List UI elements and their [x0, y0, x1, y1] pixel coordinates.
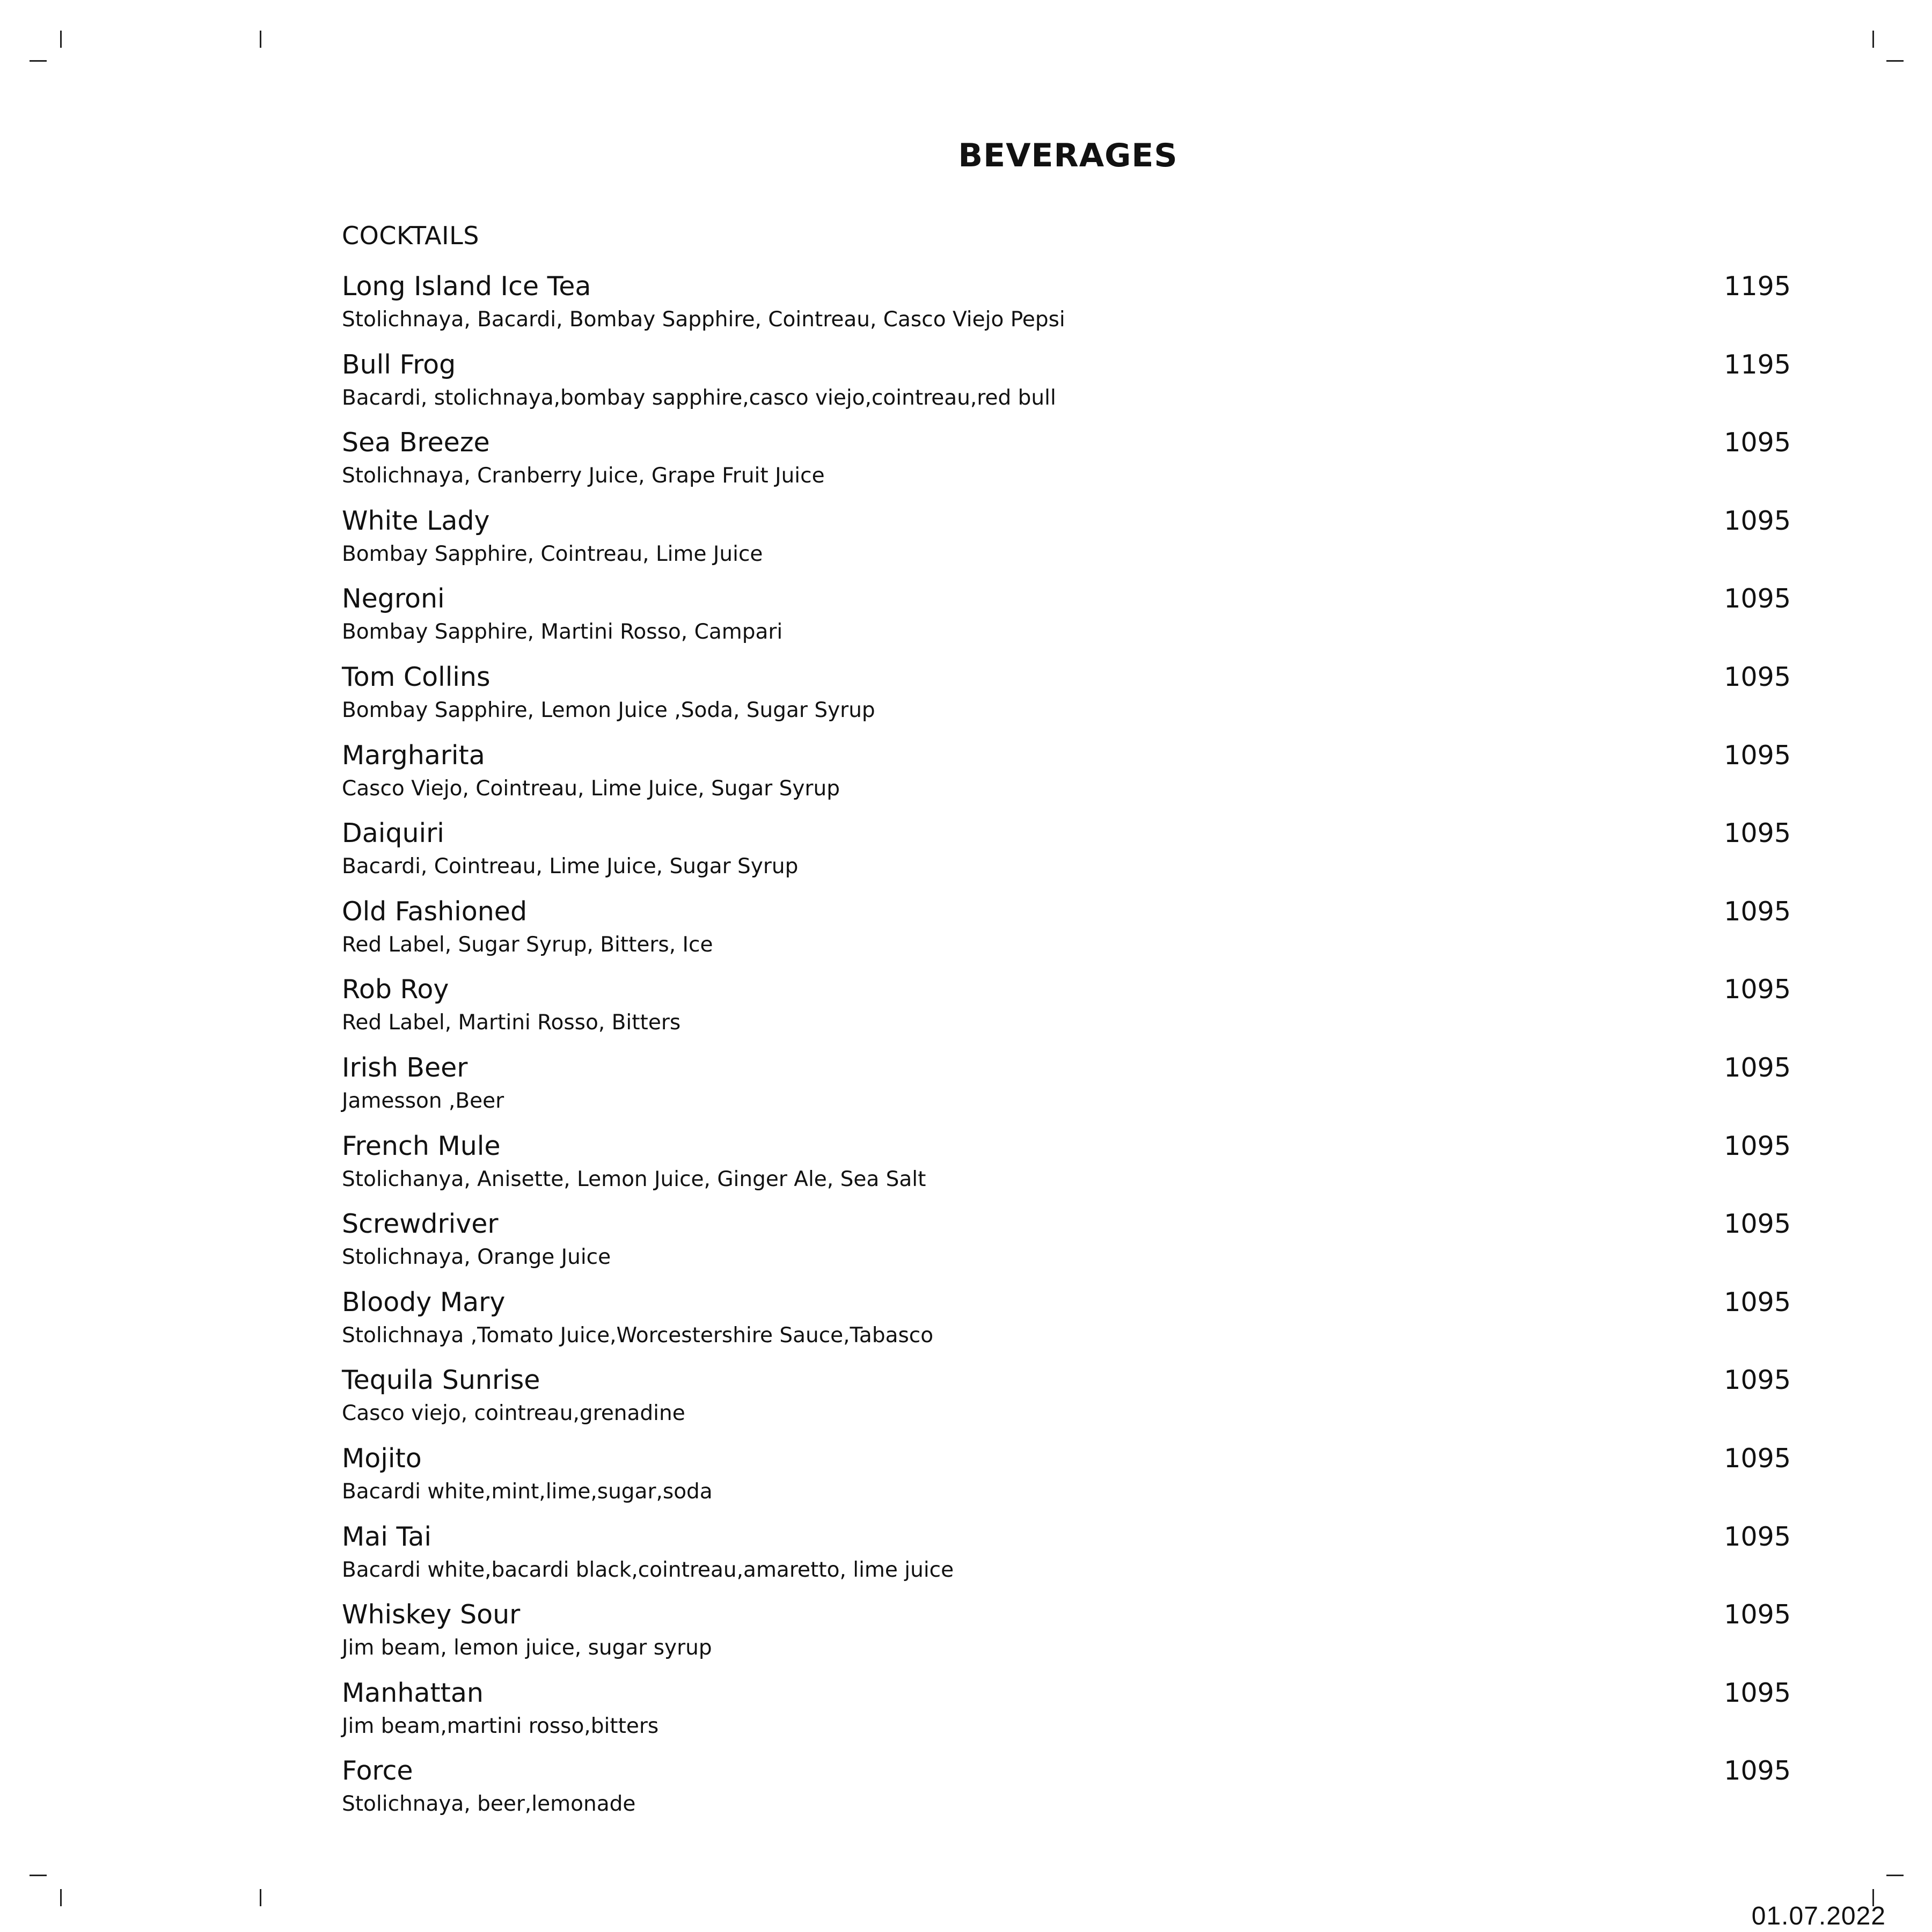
item-price: 1095: [1724, 505, 1791, 536]
item-name: Bloody Mary: [342, 1286, 506, 1318]
item-price: 1095: [1724, 1286, 1791, 1318]
item-name: Tom Collins: [342, 661, 491, 692]
item-price: 1095: [1724, 1521, 1791, 1552]
crop-mark: [260, 31, 261, 48]
menu-item: [342, 1441, 1791, 1520]
item-price: 1095: [1724, 427, 1791, 458]
item-price: 1095: [1724, 1677, 1791, 1708]
item-description: Casco Viejo, Cointreau, Lime Juice, Sugar Syrup: [342, 776, 840, 801]
menu-item: [342, 582, 1791, 660]
item-price: 1095: [1724, 974, 1791, 1005]
item-description: Stolichnaya, Orange Juice: [342, 1245, 611, 1270]
item-name: Mojito: [342, 1443, 422, 1474]
item-description: Stolichnaya, Cranberry Juice, Grape Fruit Juice: [342, 464, 825, 488]
item-name: Tequila Sunrise: [342, 1365, 540, 1396]
item-description: Bacardi white,mint,lime,sugar,soda: [342, 1479, 713, 1504]
item-name: Screwdriver: [342, 1209, 499, 1240]
crop-mark: [260, 1889, 261, 1906]
item-description: Bacardi, Cointreau, Lime Juice, Sugar Syrup: [342, 854, 799, 879]
item-name: Long Island Ice Tea: [342, 271, 591, 302]
item-description: Stolichnaya ,Tomato Juice,Worcestershire Sauce,Tabasco: [342, 1323, 934, 1348]
crop-mark: [60, 31, 62, 48]
crop-mark: [1872, 31, 1874, 48]
menu-item: [342, 504, 1791, 582]
menu-item: [342, 1207, 1791, 1285]
item-description: Jamesson ,Beer: [342, 1088, 504, 1113]
item-name: Manhattan: [342, 1677, 484, 1708]
item-name: Old Fashioned: [342, 896, 528, 927]
page-title: BEVERAGES: [958, 137, 1178, 174]
menu-item: [342, 738, 1791, 817]
item-name: Force: [342, 1755, 413, 1787]
section-heading: COCKTAILS: [342, 221, 479, 250]
item-description: Jim beam,martini rosso,bitters: [342, 1714, 659, 1738]
item-description: Red Label, Sugar Syrup, Bitters, Ice: [342, 932, 713, 957]
item-name: White Lady: [342, 505, 490, 536]
item-price: 1095: [1724, 1209, 1791, 1240]
item-price: 1195: [1724, 271, 1791, 302]
menu-item: [342, 972, 1791, 1051]
item-price: 1095: [1724, 583, 1791, 614]
item-description: Red Label, Martini Rosso, Bitters: [342, 1011, 681, 1035]
menu-item: [342, 269, 1791, 348]
item-description: Bacardi white,bacardi black,cointreau,amaretto, lime juice: [342, 1557, 954, 1582]
item-price: 1095: [1724, 896, 1791, 927]
item-name: Mai Tai: [342, 1521, 431, 1552]
menu-item: [342, 1754, 1791, 1832]
menu-item: [342, 1129, 1791, 1208]
menu-list: [342, 269, 1791, 1832]
menu-item: [342, 895, 1791, 973]
item-name: Daiquiri: [342, 818, 444, 849]
item-name: French Mule: [342, 1130, 501, 1161]
item-price: 1095: [1724, 1365, 1791, 1396]
item-price: 1095: [1724, 1443, 1791, 1474]
menu-item: [342, 1520, 1791, 1598]
item-name: Irish Beer: [342, 1052, 468, 1083]
menu-item: [342, 1598, 1791, 1676]
item-description: Bombay Sapphire, Lemon Juice ,Soda, Sugar Syrup: [342, 698, 875, 722]
menu-item: [342, 1285, 1791, 1364]
item-price: 1095: [1724, 818, 1791, 849]
crop-mark: [30, 1875, 47, 1876]
item-description: Casco viejo, cointreau,grenadine: [342, 1401, 685, 1426]
item-price: 1095: [1724, 1130, 1791, 1161]
menu-item: [342, 426, 1791, 504]
item-price: 1095: [1724, 1052, 1791, 1083]
item-description: Bombay Sapphire, Martini Rosso, Campari: [342, 620, 783, 645]
item-description: Stolichnaya, beer,lemonade: [342, 1792, 636, 1817]
item-name: Bull Frog: [342, 349, 456, 380]
menu-item: [342, 660, 1791, 738]
item-price: 1095: [1724, 1599, 1791, 1630]
item-description: Jim beam, lemon juice, sugar syrup: [342, 1636, 712, 1660]
item-price: 1095: [1724, 1755, 1791, 1787]
item-description: Stolichanya, Anisette, Lemon Juice, Ginger Ale, Sea Salt: [342, 1167, 926, 1191]
item-price: 1195: [1724, 349, 1791, 380]
item-name: Sea Breeze: [342, 427, 490, 458]
item-price: 1095: [1724, 740, 1791, 771]
document-date: 01.07.2022: [1751, 1902, 1886, 1930]
crop-mark: [1886, 1875, 1904, 1876]
item-name: Whiskey Sour: [342, 1599, 521, 1630]
item-description: Bacardi, stolichnaya,bombay sapphire,casco viejo,cointreau,red bull: [342, 385, 1056, 410]
menu-item: [342, 1051, 1791, 1129]
item-description: Bombay Sapphire, Cointreau, Lime Juice: [342, 541, 763, 566]
menu-item: [342, 348, 1791, 426]
item-name: Rob Roy: [342, 974, 449, 1005]
item-price: 1095: [1724, 661, 1791, 692]
item-name: Margharita: [342, 740, 485, 771]
crop-mark: [1886, 60, 1904, 62]
item-description: Stolichnaya, Bacardi, Bombay Sapphire, Cointreau, Casco Viejo Pepsi: [342, 308, 1065, 332]
menu-item: [342, 816, 1791, 895]
crop-mark: [60, 1889, 62, 1906]
crop-mark: [30, 60, 47, 62]
menu-item: [342, 1363, 1791, 1441]
item-name: Negroni: [342, 583, 445, 614]
menu-item: [342, 1676, 1791, 1754]
